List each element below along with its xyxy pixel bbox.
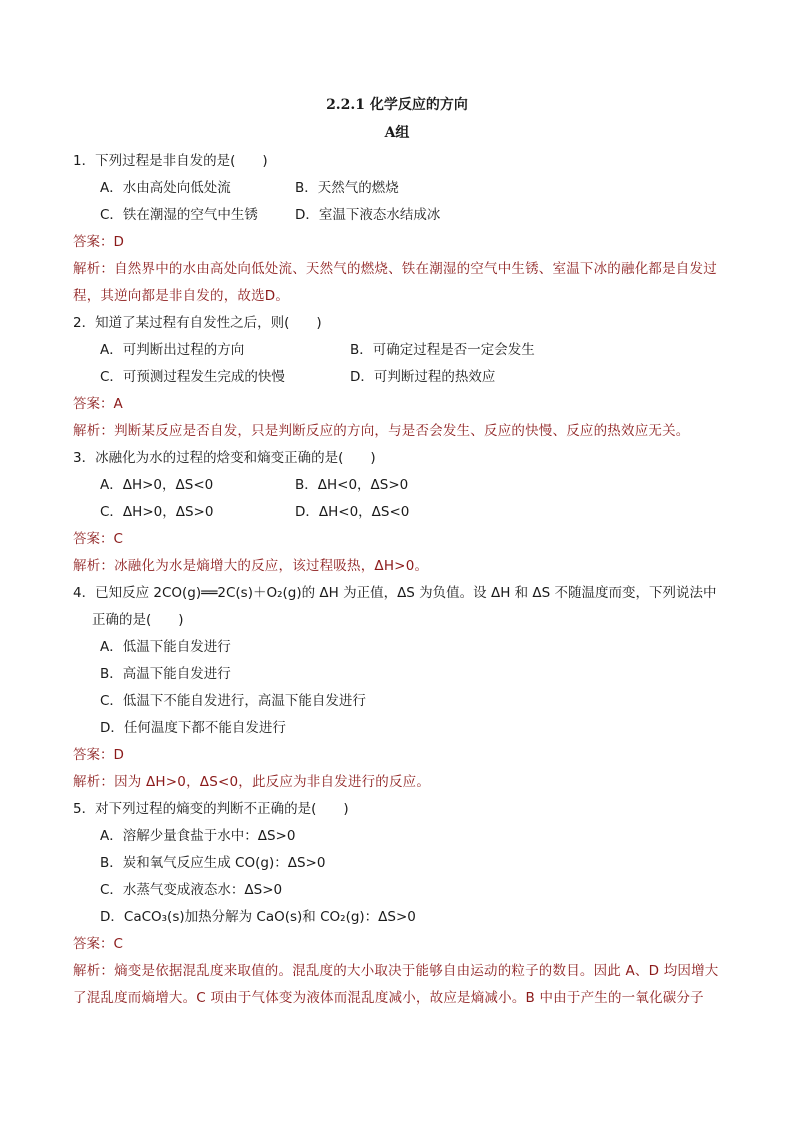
question-list: [73, 148, 723, 1012]
question-3-stem: 3．冰融化为水的过程的焓变和熵变正确的是( ): [73, 450, 376, 466]
question-2-options-row-2: [73, 364, 723, 391]
question-1-answer: 答案：D: [73, 234, 124, 250]
question-1-stem: 1．下列过程是非自发的是( ): [73, 153, 268, 169]
question-1-option-a: A．水由高处向低处流: [100, 180, 231, 196]
question-5-stem: 5．对下列过程的熵变的判断不正确的是( ): [73, 801, 349, 817]
question-5-option-b: B．炭和氧气反应生成 CO(g)：ΔS>0: [100, 855, 326, 871]
question-2-option-d: D．可判断过程的热效应: [350, 369, 496, 385]
question-2-stem: 2．知道了某过程有自发性之后，则( ): [73, 315, 322, 331]
question-5-option-c: C．水蒸气变成液态水：ΔS>0: [100, 882, 283, 898]
question-4-explanation: 解析：因为 ΔH>0，ΔS<0，此反应为非自发进行的反应。: [73, 774, 431, 790]
question-2-option-a: A．可判断出过程的方向: [100, 342, 245, 358]
question-4-option-a: A．低温下能自发进行: [100, 639, 231, 655]
question-3-option-a: A．ΔH>0，ΔS<0: [100, 477, 214, 493]
question-1-options-row-1: [73, 175, 723, 202]
question-2-explanation: 解析：判断某反应是否自发，只是判断反应的方向，与是否会发生、反应的快慢、反应的热效应无关。: [73, 423, 690, 439]
group-heading: A组: [384, 125, 410, 141]
question-1-options-row-2: [73, 202, 723, 229]
question-3-options-row-1: [73, 472, 723, 499]
question-3-option-c: C．ΔH>0，ΔS>0: [100, 504, 214, 520]
page-title: 2.2.1 化学反应的方向: [326, 97, 468, 113]
question-3-answer: 答案：C: [73, 531, 123, 547]
question-1-option-d: D．室温下液态水结成冰: [295, 207, 441, 223]
question-1-option-b: B．天然气的燃烧: [295, 180, 399, 196]
question-1-explanation: 解析：自然界中的水由高处向低处流、天然气的燃烧、铁在潮湿的空气中生锈、室温下冰的融化都是自发过程，其逆向都是非自发的，故选D。: [73, 261, 717, 304]
question-2-option-b: B．可确定过程是否一定会发生: [350, 342, 535, 358]
question-5-option-a: A．溶解少量食盐于水中：ΔS>0: [100, 828, 296, 844]
question-3-option-d: D．ΔH<0，ΔS<0: [295, 504, 410, 520]
question-3-options-row-2: [73, 499, 723, 526]
question-4-stem: 4．已知反应 2CO(g)══2C(s)＋O₂(g)的 ΔH 为正值，ΔS 为负值。设 ΔH 和 ΔS 不随温度而变，下列说法中正确的是( ): [73, 585, 717, 628]
question-4-option-d: D．任何温度下都不能自发进行: [100, 720, 286, 736]
question-5-option-d: D．CaCO₃(s)加热分解为 CaO(s)和 CO₂(g)：ΔS>0: [100, 909, 416, 925]
question-2-option-c: C．可预测过程发生完成的快慢: [100, 369, 285, 385]
question-4-answer: 答案：D: [73, 747, 124, 763]
question-5-answer: 答案：C: [73, 936, 123, 952]
question-2-options-row-1: [73, 337, 723, 364]
question-1-option-c: C．铁在潮湿的空气中生锈: [100, 207, 258, 223]
question-3-explanation: 解析：冰融化为水是熵增大的反应，该过程吸热，ΔH>0。: [73, 558, 429, 574]
question-3-option-b: B．ΔH<0，ΔS>0: [295, 477, 409, 493]
question-4-option-c: C．低温下不能自发进行，高温下能自发进行: [100, 693, 366, 709]
question-5-explanation: 解析：熵变是依据混乱度来取值的。混乱度的大小取决于能够自由运动的粒子的数目。因此 A、D 均因增大了混乱度而熵增大。C 项由于气体变为液体而混乱度减小，故应是熵减小。B 中由于产生的一氧化碳分子: [73, 963, 719, 1006]
question-4-option-b: B．高温下能自发进行: [100, 666, 231, 682]
question-2-answer: 答案：A: [73, 396, 123, 412]
